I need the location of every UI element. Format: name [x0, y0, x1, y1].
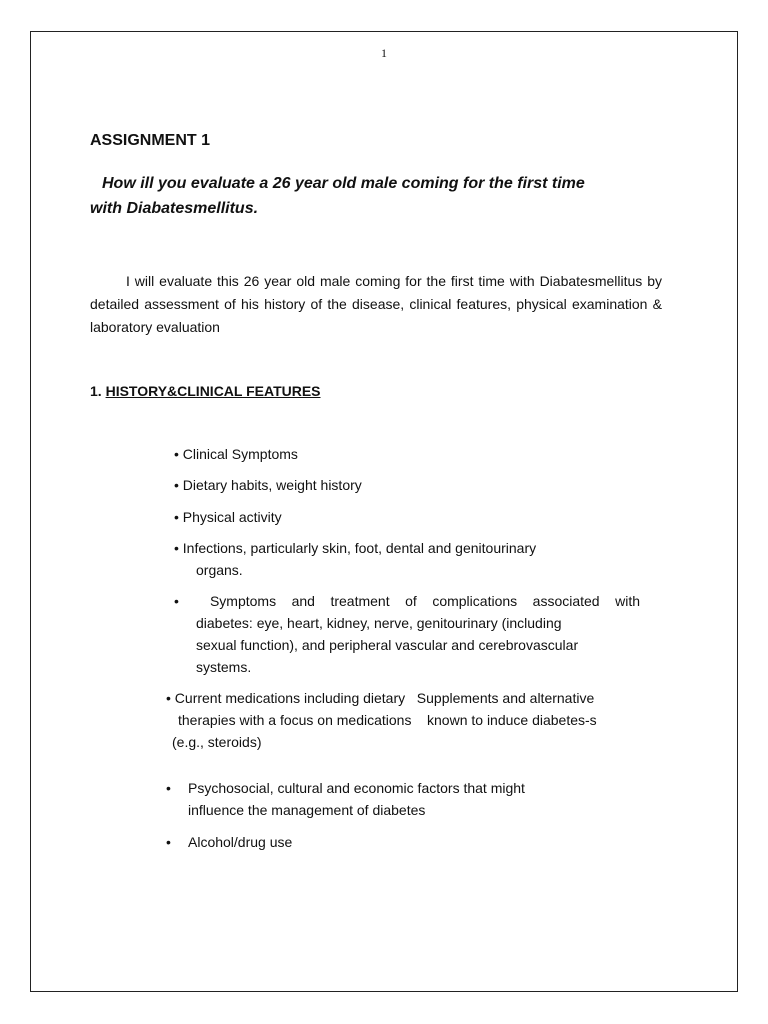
- list-item-text: Clinical Symptoms: [182, 446, 298, 462]
- question-line-1: How ill you evaluate a 26 year old male coming for the first time: [102, 175, 585, 192]
- question-line-2: with Diabatesmellitus.: [90, 200, 259, 217]
- list-item-text: Alcohol/drug use: [188, 834, 293, 850]
- list-item: [174, 590, 640, 678]
- list-item: [174, 537, 614, 581]
- list-item-text-continued: diabetes: eye, heart, kidney, nerve, genitourinary (including: [196, 615, 562, 631]
- list-item-text-continued: (e.g., steroids): [172, 734, 262, 750]
- bullet-marker: •: [174, 477, 179, 493]
- list-item-text: Symptoms and treatment of complications associated with: [209, 593, 641, 609]
- list-item: [174, 443, 298, 465]
- list-item: [166, 777, 596, 821]
- list-item: [174, 506, 282, 528]
- list-item-text-continued: systems.: [196, 659, 252, 675]
- list-item-text: Infections, particularly skin, foot, dental and genitourinary: [182, 540, 537, 556]
- bullet-marker: •: [166, 690, 171, 706]
- assignment-title: ASSIGNMENT 1: [90, 132, 211, 149]
- bullet-marker: •: [174, 446, 179, 462]
- section-title: HISTORY&CLINICAL FEATURES: [105, 383, 321, 399]
- list-item-text: Psychosocial, cultural and economic factors that might: [188, 780, 525, 796]
- list-item: [174, 474, 362, 496]
- list-item-text: Dietary habits, weight history: [182, 477, 362, 493]
- intro-paragraph: [90, 270, 662, 339]
- list-item-first-line: [174, 590, 640, 612]
- bullet-marker: •: [166, 834, 171, 850]
- list-item-text: Physical activity: [182, 509, 282, 525]
- page-number: 1: [381, 46, 387, 60]
- assignment-question: [90, 171, 670, 221]
- bullet-marker: •: [174, 540, 179, 556]
- bullet-marker: •: [166, 780, 171, 796]
- list-item-text-continued: therapies with a focus on medications known to induce diabetes-s: [178, 712, 597, 728]
- section-number: 1.: [90, 383, 102, 399]
- bullet-marker: •: [174, 593, 179, 609]
- list-item-text-continued: sexual function), and peripheral vascular and cerebrovascular: [196, 637, 579, 653]
- list-item-text-continued: organs.: [196, 562, 243, 578]
- list-item-text-continued: influence the management of diabetes: [188, 802, 426, 818]
- section-heading: [90, 383, 321, 399]
- intro-text: I will evaluate this 26 year old male coming for the first time with Diabatesmellitus by detailed assessment of his history of the disease, clinical features, physical examination & laboratory evaluation: [90, 273, 662, 335]
- bullet-marker: •: [174, 509, 179, 525]
- list-item: [166, 687, 666, 753]
- list-item: [166, 831, 292, 853]
- list-item-text: Current medications including dietary Supplements and alternative: [174, 690, 595, 706]
